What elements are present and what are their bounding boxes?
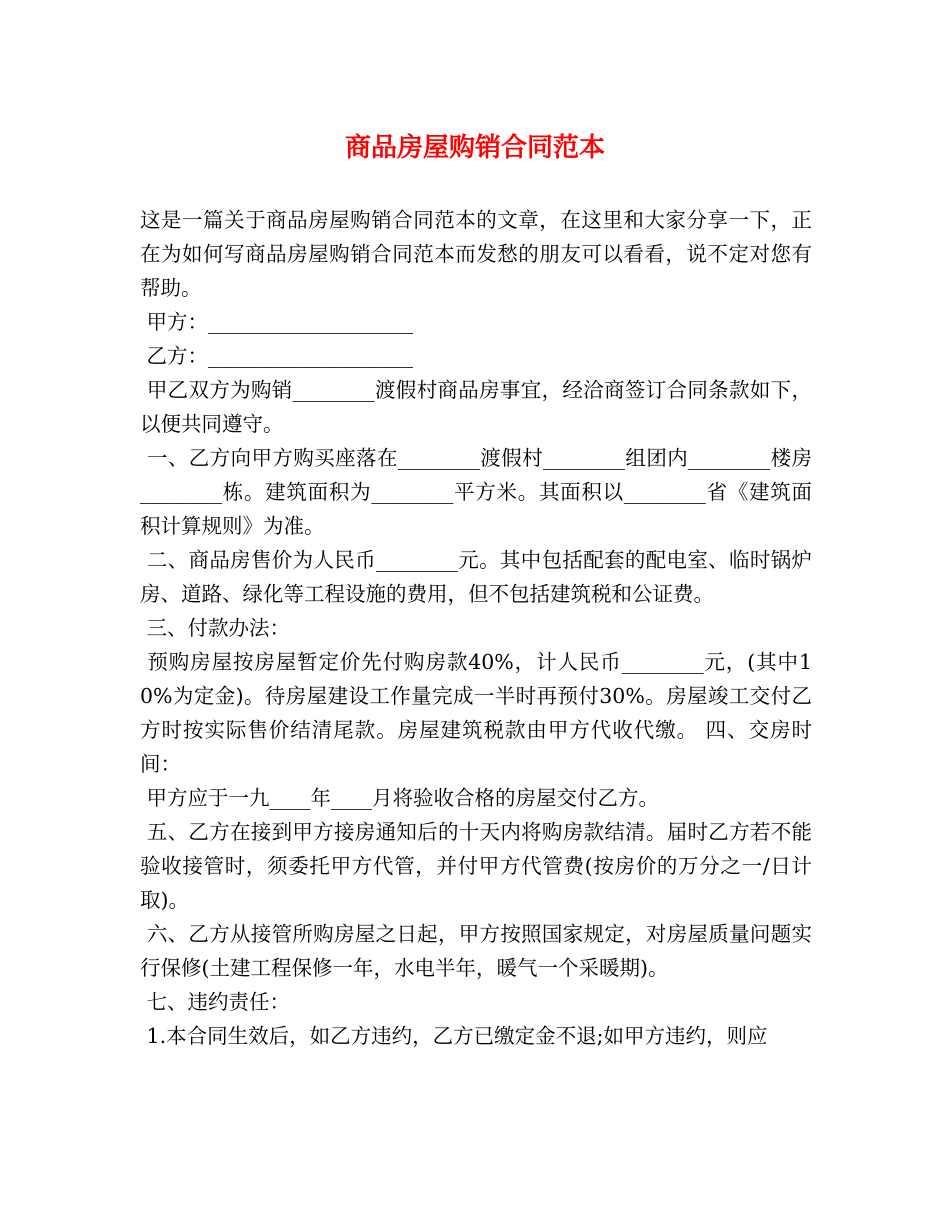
clause-7-item-1: 1.本合同生效后，如乙方违约，乙方已缴定金不退;如甲方违约，则应	[140, 1024, 768, 1048]
party-b-line: 乙方：____________________	[140, 344, 414, 368]
clause-4-paragraph: 甲方应于一九____年____月将验收合格的房屋交付乙方。	[140, 786, 660, 810]
clause-5-paragraph: 五、乙方在接到甲方接房通知后的十天内将购房款结清。届时乙方若不能验收接管时，须委托甲方代管，并付甲方代管费(按房价的万分之一/日计取)。	[140, 820, 812, 912]
clause-6-paragraph: 六、乙方从接管所购房屋之日起，甲方按照国家规定，对房屋质量问题实行保修(土建工程保修一年，水电半年，暖气一个采暖期)。	[140, 922, 812, 980]
document-body	[140, 203, 812, 1053]
party-a-line: 甲方：____________________	[140, 310, 414, 334]
intro-paragraph: 这是一篇关于商品房屋购销合同范本的文章，在这里和大家分享一下，正在为如何写商品房屋购销合同范本而发愁的朋友可以看看，说不定对您有帮助。	[140, 208, 812, 300]
clause-3-paragraph: 预购房屋按房屋暂定价先付购房款40%，计人民币________元，(其中10%为定金)。待房屋建设工作量完成一半时再预付30%。房屋竣工交付乙方时按实际售价结清尾款。房屋建筑税款由甲方代收代缴。 四、交房时间：	[140, 650, 812, 776]
clause-7-heading: 七、违约责任：	[140, 990, 291, 1014]
clause-2-paragraph: 二、商品房售价为人民币________元。其中包括配套的配电室、临时锅炉房、道路、绿化等工程设施的费用，但不包括建筑税和公证费。	[140, 548, 812, 606]
preamble-paragraph: 甲乙双方为购销________渡假村商品房事宜，经洽商签订合同条款如下，以便共同遵守。	[140, 378, 812, 436]
clause-1-paragraph: 一、乙方向甲方购买座落在________渡假村________组团内________楼房________栋。建筑面积为________平方米。其面积以________省《建筑面积计算规则》为准。	[140, 446, 812, 538]
document-title: 商品房屋购销合同范本	[344, 133, 605, 163]
clause-3-heading: 三、付款办法：	[140, 616, 291, 640]
